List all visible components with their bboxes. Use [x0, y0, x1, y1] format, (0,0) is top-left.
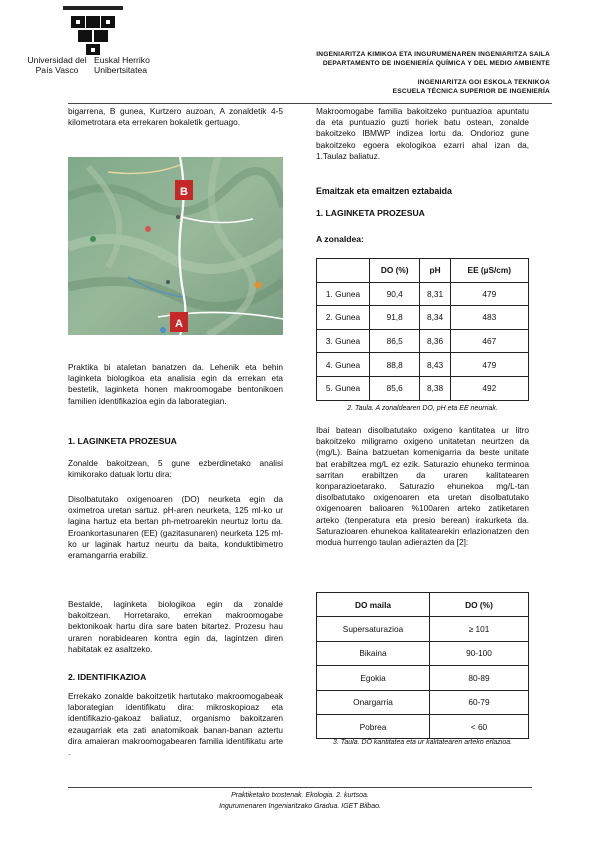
table-cell: < 60	[430, 714, 529, 738]
table-cell: 80-89	[430, 666, 529, 690]
table-cell: 86,5	[370, 329, 420, 353]
header-divider	[68, 103, 552, 104]
table-cell: 492	[450, 376, 528, 400]
table-cell: 483	[450, 306, 528, 330]
heading-sampling-results: 1. LAGINKETA PROZESUA	[316, 208, 425, 218]
table-cell: Supersaturazioa	[317, 617, 430, 641]
table-header-cell: DO (%)	[370, 259, 420, 283]
table-cell: 60-79	[430, 690, 529, 714]
location-map	[68, 157, 283, 335]
paragraph-identification: Errekako zonalde bakoitzetik hartutako makroomogabeak laborategian identifikatu dira: mikroskopioaz eta identifikazio-gakoaz baliatuz, organismo bakoitzaren ezaugarriak eta zati anatomikoak banan-banan aztertu dira amaieran makroomogabearen familia identifikatu arte .	[68, 691, 283, 758]
paragraph-ibmwp: Makroomogabe familia bakoitzeko puntuazioa apuntatu da eta puntuazio guzti horiek batu ostean, zonalde bakoitzeko IBMWP indizea lortu da. Ondorioz gune bakoitzeko egoera ekologikoa ezarri ahal izan da, 1.Taulaz baliatuz.	[316, 106, 529, 161]
table-cell: 3. Gunea	[317, 329, 370, 353]
table-row	[317, 306, 529, 330]
table-header-row	[317, 259, 529, 283]
table-row	[317, 617, 529, 641]
department-line-1: INGENIARITZA KIMIKOA ETA INGURUMENAREN INGENIARITZA SAILA	[316, 51, 550, 58]
heading-results: Emaitzak eta emaitzen eztabaida	[316, 186, 452, 196]
table-caption-2: 2. Taula. A zonaldearen DO, pH eta EE neurriak.	[347, 405, 498, 412]
table-header-row	[317, 593, 529, 617]
table-header-cell: DO (%)	[430, 593, 529, 617]
department-line-2: DEPARTAMENTO DE INGENIERÍA QUÍMICA Y DEL MEDIO AMBIENTE	[322, 60, 550, 67]
university-logo	[68, 8, 118, 56]
table-cell: 85,6	[370, 376, 420, 400]
paragraph-oxygen: Ibai batean disolbatutako oxigeno kantitatea ur litro bakoitzeko miligramo oxigeno unitatetan neurtzen da (mg/L). Baina batzuetan komenigarria da beste unitate bat erabiltzea mg/L ez ezik. Saturazio ehuneko terminoa sarritan erabiltzen da uraren kalitatearen konparazioetarako. Saturazio ehunekoa mg/L-tan disolbatutako oxigenoaren eta uretan disolbatutako oxigenoaren balioaren %100aren arteko zatiketaren arteko (tenperatura eta presio berean) irakurketa da. Saturazioaren ehunekoa kalitatearekin erlazionatzen den modua hurrengo taulan adierazten da [2]:	[316, 425, 529, 548]
table-cell: 4. Gunea	[317, 353, 370, 377]
table-row	[317, 690, 529, 714]
department-heading	[230, 50, 550, 68]
table-cell: 5. Gunea	[317, 376, 370, 400]
marker-a-label: A	[175, 318, 183, 330]
table-do-levels	[316, 592, 529, 739]
marker-b-label: B	[180, 186, 188, 198]
table-cell: Bikaina	[317, 641, 430, 665]
footer-line-1: Praktiketako txostenak. Ekologia. 2. kurtsoa.	[231, 792, 369, 799]
footer-line-2: Ingurumenaren Ingeniaritzako Gradua. IGET Bilbao.	[219, 803, 381, 810]
table-header-cell	[317, 259, 370, 283]
table-cell: 8,43	[420, 353, 450, 377]
heading-sampling: 1. LAGINKETA PROZESUA	[68, 436, 177, 446]
table-cell: 479	[450, 282, 528, 306]
table-cell: 90-100	[430, 641, 529, 665]
table-zone-a	[316, 258, 529, 401]
table-cell: 91,8	[370, 306, 420, 330]
table-row	[317, 666, 529, 690]
table-header-cell: pH	[420, 259, 450, 283]
school-heading	[230, 78, 550, 96]
table-cell: 2. Gunea	[317, 306, 370, 330]
intro-paragraph: bigarrena, B gunea, Kurtzero auzoan, A zonaldetik 4-5 kilometrotara eta errekaren bokaletik gertuago.	[68, 106, 283, 128]
table-cell: ≥ 101	[430, 617, 529, 641]
table-cell: 467	[450, 329, 528, 353]
table-cell: 88,8	[370, 353, 420, 377]
university-name-eu: Euskal Herriko Unibertsitatea	[94, 55, 150, 75]
table-header-cell: DO maila	[317, 593, 430, 617]
table-cell: 8,34	[420, 306, 450, 330]
table-row	[317, 641, 529, 665]
paragraph-methods: Praktika bi ataletan banatzen da. Lehenik eta behin laginketa biologikoa eta analisia egin da errekan eta bestetik, laginketa honen makroomogabe bentonikoen familien identifikazioa egin da laborategian.	[68, 362, 283, 406]
table-cell: Onargarria	[317, 690, 430, 714]
heading-zone-a: A zonaldea:	[316, 234, 364, 244]
footer-divider	[68, 787, 532, 788]
map-image	[68, 157, 283, 335]
table-cell: 8,31	[420, 282, 450, 306]
table-row	[317, 714, 529, 738]
table-row	[317, 376, 529, 400]
paragraph-measurements: Disolbatutako oxigenoaren (DO) neurketa egin da oximetroa uretan sartuz. pH-aren neurketa, 125 ml-ko ur lagina hartuz eta bertan ph-metroarekin neurtuz lortu da. Eroankortasunaren (EE) (gazitasunaren) neurketa 125 ml-ko ur laginak hartuz neurtu da baita, konduktibimetro eramangarria erabiliz.	[68, 494, 283, 561]
table-caption-3: 3. Taula. DO kantitatea eta ur kalitatearen arteko erlazioa.	[332, 739, 513, 746]
paragraph-zones: Zonalde bakoitzean, 5 gune ezberdinetako analisi kimikorako datuak lortu dira:	[68, 458, 283, 480]
table-header-cell: EE (µS/cm)	[450, 259, 528, 283]
school-line-1: INGENIARITZA GOI ESKOLA TEKNIKOA	[417, 79, 550, 86]
table-row	[317, 329, 529, 353]
table-cell: 1. Gunea	[317, 282, 370, 306]
table-cell: Egokia	[317, 666, 430, 690]
table-cell: Pobrea	[317, 714, 430, 738]
table-row	[317, 282, 529, 306]
school-line-2: ESCUELA TÉCNICA SUPERIOR DE INGENIERÍA	[392, 88, 550, 95]
heading-identification: 2. IDENTIFIKAZIOA	[68, 672, 147, 682]
table-cell: 90,4	[370, 282, 420, 306]
university-name-es: Universidad del País Vasco	[27, 55, 87, 75]
table-cell: 8,36	[420, 329, 450, 353]
table-cell: 8,38	[420, 376, 450, 400]
paragraph-biological: Bestalde, laginketa biologikoa egin da zonalde bakoitzean. Horretarako, errekan makroomogabe bektonikoak hartu dira sare baten bitartez. Prozesu hau uraren norabidearen kontra egin da, lagintzen diren habitatak ez asaltzeko.	[68, 599, 283, 654]
table-cell: 479	[450, 353, 528, 377]
table-row	[317, 353, 529, 377]
